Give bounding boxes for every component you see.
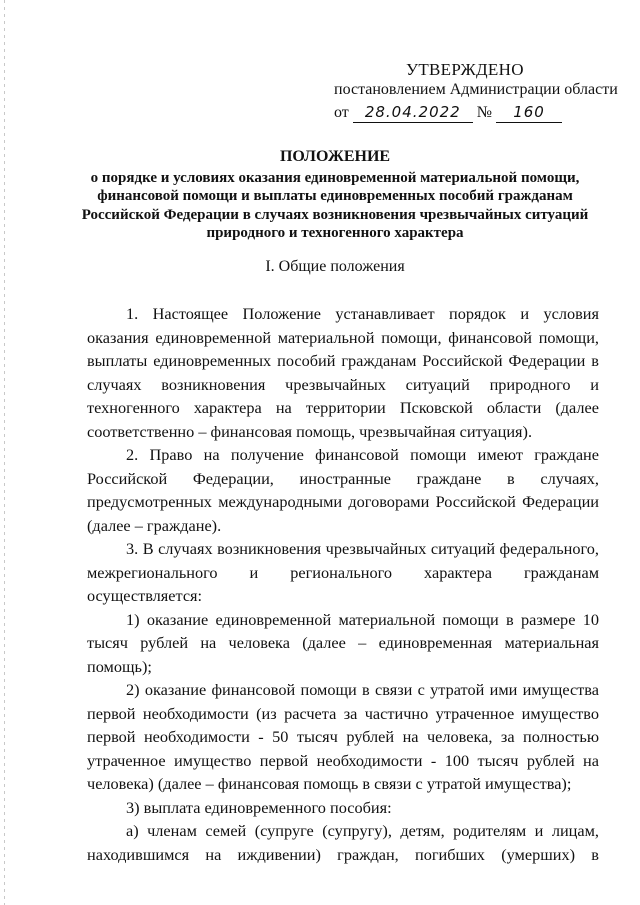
title-line: о порядке и условиях оказания единовременной материальной помощи, xyxy=(90,169,580,186)
paragraph: 3. В случаях возникновения чрезвычайных ситуаций федерального, межрегионального и регионального характера гражданам осуществляется: xyxy=(87,539,599,605)
paragraph: 2. Право на получение финансовой помощи имеют граждане Российской Федерации, иностранные граждане в случаях, предусмотренных международными договорами Российской Федерации (далее – граждане). xyxy=(87,445,599,535)
scan-edge xyxy=(4,0,5,905)
title-line: финансовой помощи и выплаты единовременных пособий гражданам xyxy=(97,188,573,204)
title-heading: ПОЛОЖЕНИЕ xyxy=(279,148,391,165)
approval-date-line xyxy=(334,102,604,123)
approved-by: постановлением Администрации области xyxy=(334,81,618,98)
approval-number: 160 xyxy=(496,102,562,123)
approval-stamp xyxy=(334,60,618,123)
paragraph: 2) оказание финансовой помощи в связи с утратой ими имущества первой необходимости (из расчета за частично утраченное имущество первой необходимости - 50 тысяч рублей на человека, за полностью утраченное имущество первой необходимости - 100 тысяч рублей на человека) (далее – финансовая помощь в связи с утратой имущества); xyxy=(87,680,599,793)
number-prefix: № xyxy=(476,104,493,121)
paragraph: 3) выплата единовременного пособия: xyxy=(126,797,392,817)
paragraph: 1) оказание единовременной материальной помощи в размере 10 тысяч рублей на человека (далее – единовременная материальная помощь); xyxy=(87,609,599,676)
paragraph: 1. Настоящее Положение устанавливает порядок и условия оказания единовременной материальной помощи, финансовой помощи, выплаты единовременных пособий гражданам Российской Федерации в случаях возникновения чрезвычайных ситуаций природного и техногенного характера на территории Псковской области (далее соответственно – финансовая помощь, чрезвычайная ситуация). xyxy=(87,304,599,441)
title-line: природного и техногенного характера xyxy=(206,225,464,241)
approval-date: 28.04.2022 xyxy=(353,102,473,123)
document-title xyxy=(60,148,610,243)
paragraph: а) членам семей (супруге (супругу), детям, родителям и лицам, находившимся на иждивении) граждан, погибших (умерших) в xyxy=(87,821,599,864)
date-prefix: от xyxy=(334,104,349,121)
document-body xyxy=(87,302,599,866)
title-line: Российской Федерации в случаях возникновения чрезвычайных ситуаций xyxy=(81,206,589,223)
section-title: I. Общие положения xyxy=(265,258,405,275)
approved-label: УТВЕРЖДЕНО xyxy=(406,60,524,79)
